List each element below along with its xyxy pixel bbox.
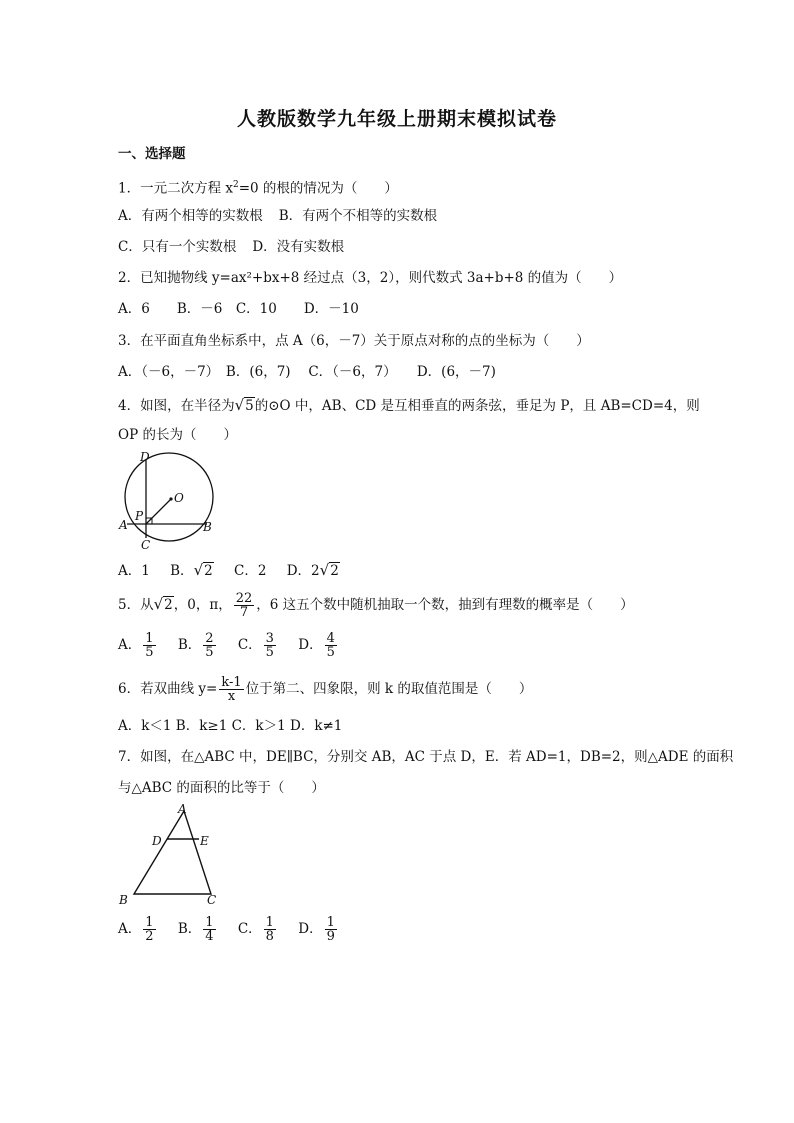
q7-option-b-frac [203,916,215,943]
q4-option-b-label: B． [170,563,194,579]
q5-option-b-den: 5 [205,645,214,660]
page-title: 人教版数学九年级上册期末模拟试卷 [236,108,557,130]
circle-figure [116,450,226,555]
q4-option-b-sqrt: √2 [193,561,213,579]
question-7-options [118,916,355,943]
question-3-options: A．（－6，－7） B．(6，7) C．（－6，7） D．(6，－7) [118,364,496,380]
q5-fraction-den: 7 [239,605,249,620]
q5-sqrt: √2 [153,595,173,613]
q4-stem-b: 的⊙O 中，AB、CD 是互相垂直的两条弦，垂足为 P，且 AB=CD=4，则 [254,398,700,414]
question-5-options [118,632,355,659]
label-e: E [200,834,209,848]
q7-option-a-num: 1 [145,915,154,930]
label-d: D [152,834,162,848]
question-1-options-row1 [118,206,453,226]
q6-stem-a: 6．若双曲线 y= [118,681,218,697]
question-1-stem [118,175,398,199]
q5-option-d-den: 5 [326,645,335,660]
q4-option-d-sqrt: √2 [319,561,339,579]
question-4-stem-cont: OP 的长为（ ） [118,427,237,443]
label-c: C [207,893,217,907]
q4-sqrt-radicand: 5 [245,398,254,414]
q4-option-d [287,560,340,581]
q5-option-b-num: 2 [205,631,214,646]
q7-option-c-num: 1 [265,915,274,930]
question-1-options-row2 [118,237,360,257]
question-4-stem [118,395,700,416]
q5-option-c-label: C． [237,637,262,653]
q1-option-b: B．有两个不相等的实数根 [278,208,438,224]
q5-option-a-num: 1 [145,631,154,646]
q5-fraction [234,592,255,619]
q4-option-b-radicand: 2 [204,563,213,579]
label-d: D [140,450,150,464]
q7-option-a-frac [143,916,155,943]
q5-option-b-label: B． [177,637,202,653]
question-7-stem-cont: 与△ABC 的面积的比等于（ ） [118,780,325,796]
question-3-stem: 3．在平面直角坐标系中，点 A（6，－7）关于原点对称的点的坐标为（ ） [118,333,590,349]
q6-fraction [219,676,243,703]
q5-option-a [118,632,158,659]
q7-option-d-num: 1 [326,915,335,930]
q7-option-d-frac [325,916,337,943]
q4-option-d-label: D．2 [286,563,320,579]
question-2-options: A．6 B．－6 C．10 D．－10 [118,301,359,317]
q7-option-b-label: B． [177,921,202,937]
triangle-abc [134,811,211,894]
q5-sqrt-radicand: 2 [164,597,173,613]
q5-stem-c: ，6 这五个数中随机抽取一个数，抽到有理数的概率是（ ） [256,597,634,613]
segment-op [146,499,171,524]
q5-option-a-label: A． [118,637,142,653]
q4-option-d-radicand: 2 [330,563,339,579]
label-c: C [141,538,151,552]
q6-fraction-den: x [227,689,236,704]
q5-option-c-num: 3 [265,631,274,646]
q7-option-d [298,916,339,943]
q5-option-a-den: 5 [145,645,154,660]
question-6-options: A．k＜1 B．k≥1 C．k＞1 D．k≠1 [118,718,343,734]
q1-option-c: C．只有一个实数根 [118,239,237,255]
q7-option-c-label: C． [237,921,262,937]
q7-option-b-num: 1 [205,915,214,930]
q1-option-a: A．有两个相等的实数根 [118,208,263,224]
label-b: B [203,520,212,534]
q7-option-c [238,916,278,943]
q1-stem-a: 1．一元二次方程 x [118,180,233,197]
q5-option-b-frac [203,632,215,659]
question-5-stem [118,592,634,619]
q4-stem-a: 4．如图，在半径为 [118,398,235,414]
label-a: A [178,802,187,816]
question-2-stem: 2．已知抛物线 y=ax²+bx+8 经过点（3，2），则代数式 3a+b+8 的值为（ ） [118,270,623,286]
q4-sqrt: √5 [234,396,254,414]
q7-option-c-frac [264,916,276,943]
q4-option-b [170,560,214,581]
circle-o [125,453,213,541]
triangle-figure [114,800,226,910]
question-7-stem: 7．如图，在△ABC 中，DE∥BC，分别交 AB，AC 于点 D，E．若 AD=1，DB=2，则△ADE 的面积 [118,749,734,765]
q7-option-a-label: A． [118,921,142,937]
q7-option-b-den: 4 [205,929,214,944]
q1-stem-b: =0 的根的情况为（ ） [238,180,398,197]
q4-option-c: C．2 [234,563,267,579]
q7-option-b [178,916,218,943]
q1-option-d: D．没有实数根 [252,239,345,255]
q5-option-d-label: D． [298,637,323,653]
label-b: B [119,893,128,907]
q5-option-d [298,632,339,659]
q5-option-a-frac [143,632,155,659]
q5-option-c-den: 5 [265,645,274,660]
q5-option-c [238,632,278,659]
q1-stem-sup: 2 [233,180,239,190]
q4-option-a: A．1 [118,563,150,579]
q5-fraction-num: 22 [235,591,253,606]
label-o: O [174,491,184,505]
q6-stem-b: 位于第二、四象限，则 k 的取值范围是（ ） [245,681,533,697]
label-p: P [135,509,144,523]
q7-option-d-den: 9 [326,929,335,944]
q5-option-c-frac [264,632,276,659]
q7-option-d-label: D． [298,921,323,937]
q7-option-a-den: 2 [145,929,154,944]
q6-fraction-num: k-1 [221,675,242,690]
q5-option-b [178,632,218,659]
section-heading: 一、选择题 [118,146,186,162]
label-a: A [119,518,128,532]
q5-option-d-frac [325,632,337,659]
q7-option-a [118,916,158,943]
question-4-options [118,560,356,581]
q5-stem-a: 5．从 [118,597,154,613]
q7-option-c-den: 8 [265,929,274,944]
question-6-stem [118,676,532,703]
q5-stem-b: ，0，π， [173,597,232,613]
center-point [169,497,172,500]
q5-option-d-num: 4 [326,631,335,646]
